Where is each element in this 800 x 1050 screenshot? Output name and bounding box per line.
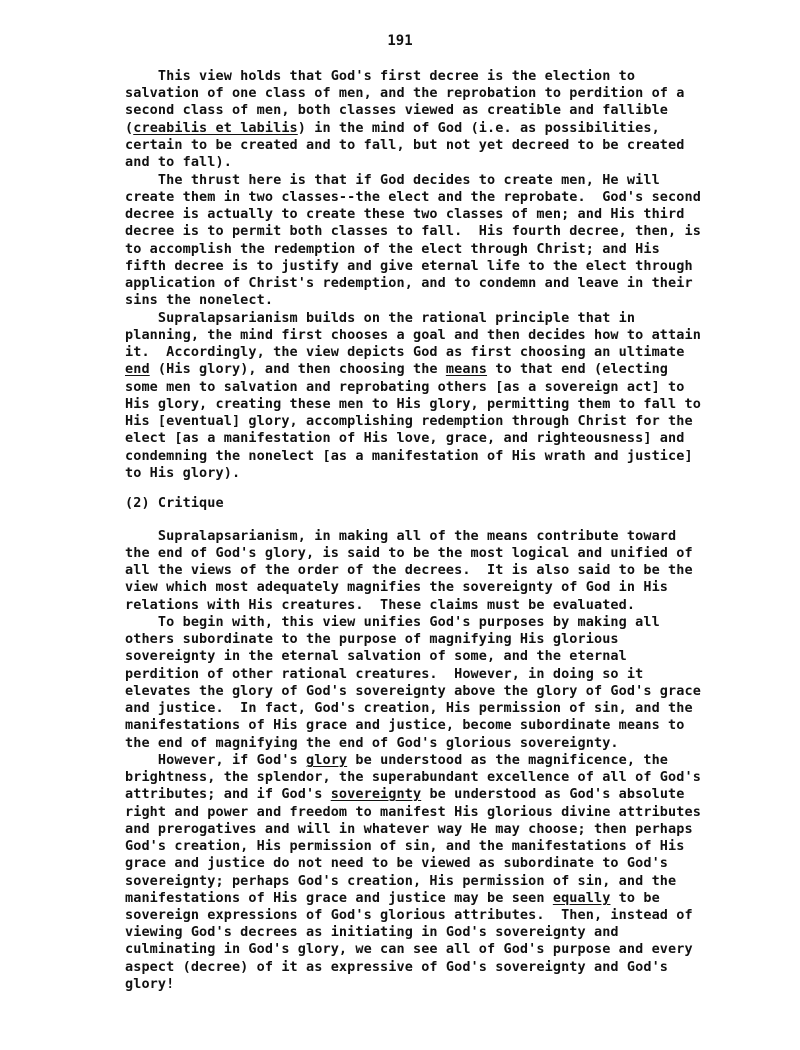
text-segment: sovereignty; perhaps God's creation, His permission of sin, and the [125, 873, 677, 889]
text-segment: God's creation, His permission of sin, and the manifestations of His [125, 838, 685, 854]
text-line [125, 292, 273, 309]
text-segment: sovereignty in the eternal salvation of some, and the eternal [125, 648, 627, 664]
text-line [125, 924, 619, 941]
text-line [125, 120, 660, 137]
text-segment: all the views of the order of the decrees. It is also said to be the [125, 562, 693, 578]
text-segment: decree is to permit both classes to fall. His fourth decree, then, is [125, 223, 701, 239]
text-line [125, 907, 693, 924]
text-segment: grace and justice do not need to be viewed as subordinate to God's [125, 855, 669, 871]
text-segment: attributes; and if God's [125, 786, 331, 802]
text-line [125, 327, 701, 344]
underlined-phrase: equally [552, 890, 611, 906]
text-segment: the end of God's glory, is said to be the most logical and unified of [125, 545, 693, 561]
text-segment: some men to salvation and reprobating others [as a sovereign act] to [125, 379, 685, 395]
text-line [125, 137, 684, 154]
text-segment: planning, the mind first chooses a goal and then decides how to attain [125, 327, 701, 343]
text-line [125, 430, 684, 447]
page-number: 191 [387, 33, 413, 49]
text-line [125, 206, 684, 223]
text-segment: His glory, creating these men to His glory, permitting them to fall to [125, 396, 701, 412]
text-line [125, 258, 693, 275]
text-line [125, 379, 684, 396]
text-segment: elect [as a manifestation of His love, grace, and righteousness] and [125, 430, 685, 446]
text-line [125, 344, 684, 361]
text-segment: it. Accordingly, the view depicts God as first choosing an ultimate [125, 344, 685, 360]
text-line [125, 838, 684, 855]
text-line [125, 223, 701, 240]
text-segment: sovereign expressions of God's glorious attributes. Then, instead of [125, 907, 693, 923]
text-line [125, 614, 660, 631]
text-segment: fifth decree is to justify and give eternal life to the elect through [125, 258, 693, 274]
text-segment: be understood as the magnificence, the [347, 752, 669, 768]
text-line [125, 310, 635, 327]
text-segment: viewing God's decrees as initiating in God's sovereignty and [125, 924, 619, 940]
text-segment: right and power and freedom to manifest His glorious divine attributes [125, 804, 701, 820]
text-line [125, 545, 693, 562]
text-segment: others subordinate to the purpose of magnifying His glorious [125, 631, 619, 647]
text-line [125, 597, 635, 614]
text-line [125, 804, 701, 821]
text-line [125, 717, 684, 734]
text-segment: glory! [125, 976, 175, 992]
text-segment: perdition of other rational creatures. However, in doing so it [125, 666, 644, 682]
text-line [125, 959, 668, 976]
text-segment: view which most adequately magnifies the sovereignty of God in His [125, 579, 669, 595]
text-line [125, 68, 635, 85]
text-segment: to that end (electing [487, 361, 669, 377]
text-segment: second class of men, both classes viewed as creatible and fallible [125, 102, 669, 118]
text-line [125, 189, 701, 206]
text-line [125, 172, 660, 189]
text-segment: the end of magnifying the end of God's glorious sovereignty. [125, 735, 619, 751]
underlined-phrase: end [125, 361, 150, 377]
text-segment: to accomplish the redemption of the elect through Christ; and His [125, 241, 660, 257]
text-line [125, 821, 693, 838]
text-segment: manifestations of His grace and justice, become subordinate means to [125, 717, 685, 733]
text-segment: application of Christ's redemption, and to condemn and leave in their [125, 275, 693, 291]
underlined-phrase: creabilis et labilis [133, 120, 298, 136]
text-line [125, 448, 693, 465]
underlined-phrase: means [445, 361, 488, 377]
text-line [125, 85, 684, 102]
text-segment: ( [125, 120, 134, 136]
text-line [125, 941, 693, 958]
text-line [125, 241, 660, 258]
text-line [125, 769, 701, 786]
text-segment: create them in two classes--the elect and the reprobate. God's second [125, 189, 701, 205]
text-line [125, 102, 668, 119]
text-line [125, 666, 643, 683]
text-segment: and justice. In fact, God's creation, His permission of sin, and the [125, 700, 693, 716]
text-segment: To begin with, this view unifies God's purposes by making all [125, 614, 660, 630]
text-line [125, 361, 668, 378]
text-line [125, 752, 668, 769]
text-line [125, 495, 224, 512]
text-segment: However, if God's [125, 752, 307, 768]
text-line [125, 396, 701, 413]
text-line [125, 873, 676, 890]
text-segment: manifestations of His grace and justice may be seen [125, 890, 553, 906]
text-segment: This view holds that God's first decree is the election to [125, 68, 636, 84]
text-segment: culminating in God's glory, we can see all of God's purpose and every [125, 941, 693, 957]
underlined-phrase: glory [306, 752, 348, 768]
text-segment: ) in the mind of God (i.e. as possibilities, [297, 120, 660, 136]
text-segment: be understood as God's absolute [421, 786, 685, 802]
text-line [125, 700, 693, 717]
text-segment: to be [610, 890, 660, 906]
text-line [125, 413, 693, 430]
text-segment: and prerogatives and will in whatever way He may choose; then perhaps [125, 821, 693, 837]
text-segment: The thrust here is that if God decides to create men, He will [125, 172, 660, 188]
text-line [125, 855, 668, 872]
text-segment: (His glory), and then choosing the [149, 361, 446, 377]
text-segment: brightness, the splendor, the superabundant excellence of all of God's [125, 769, 701, 785]
text-segment: salvation of one class of men, and the reprobation to perdition of a [125, 85, 685, 101]
text-line [125, 528, 676, 545]
text-segment: elevates the glory of God's sovereignty above the glory of God's grace [125, 683, 701, 699]
text-segment: sins the nonelect. [125, 292, 274, 308]
text-segment: Supralapsarianism, in making all of the means contribute toward [125, 528, 677, 544]
text-line [125, 648, 627, 665]
text-segment: aspect (decree) of it as expressive of God's sovereignty and God's [125, 959, 669, 975]
text-segment: Supralapsarianism builds on the rational principle that in [125, 310, 636, 326]
underlined-phrase: sovereignty [330, 786, 422, 802]
text-segment: (2) Critique [125, 495, 224, 511]
text-line [125, 465, 240, 482]
text-line [125, 562, 693, 579]
text-line [125, 154, 232, 171]
text-line [125, 631, 619, 648]
text-line [125, 275, 693, 292]
text-line [125, 735, 619, 752]
text-segment: relations with His creatures. These claims must be evaluated. [125, 597, 636, 613]
text-segment: His [eventual] glory, accomplishing redemption through Christ for the [125, 413, 693, 429]
text-line [125, 976, 174, 993]
text-line [125, 579, 668, 596]
text-line [125, 890, 660, 907]
text-segment: to His glory). [125, 465, 241, 481]
text-segment: decree is actually to create these two classes of men; and His third [125, 206, 685, 222]
text-segment: condemning the nonelect [as a manifestation of His wrath and justice] [125, 448, 693, 464]
text-segment: and to fall). [125, 154, 232, 170]
text-segment: certain to be created and to fall, but not yet decreed to be created [125, 137, 685, 153]
text-line [125, 683, 701, 700]
text-line [125, 786, 685, 803]
